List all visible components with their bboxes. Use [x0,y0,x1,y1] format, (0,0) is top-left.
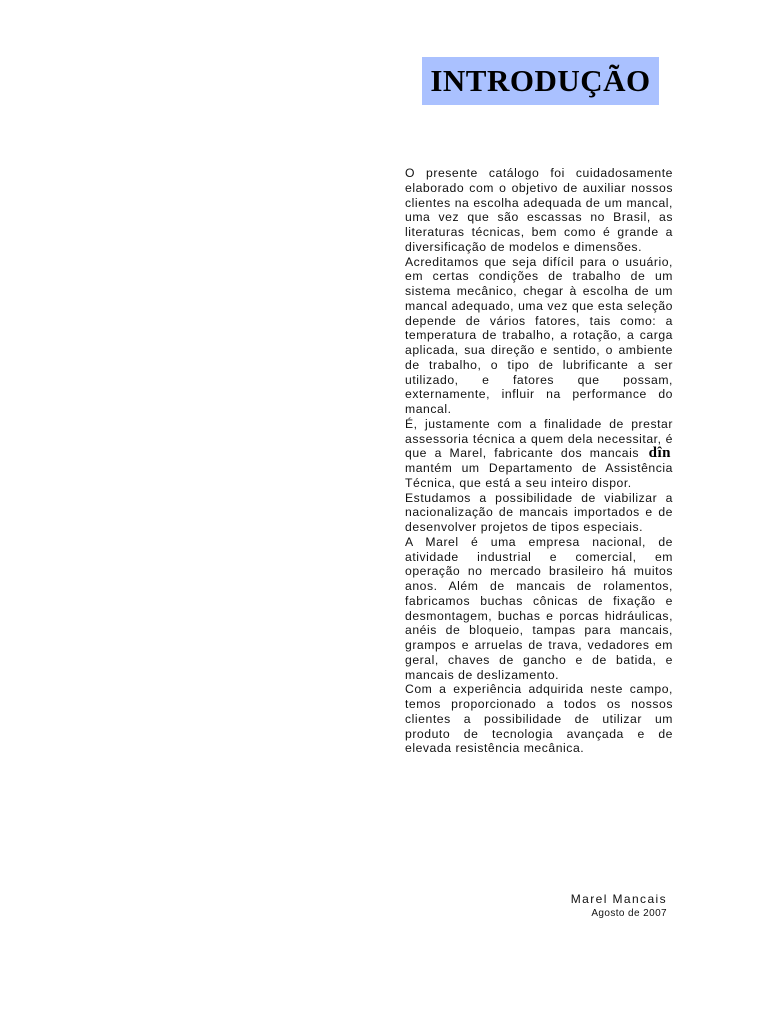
din-logo: dîn [648,445,671,462]
paragraph-6: Com a experiência adquirida neste campo, temos proporcionado a todos os nossos clientes a possibilidade de utilizar um produto de tecnologia avançada e de elevada resistência mecânica. [405,682,673,756]
signature-name: Marel Mancais [570,892,667,906]
title-banner [422,57,659,105]
paragraph-1: O presente catálogo foi cuidadosamente elaborado com o objetivo de auxiliar nossos clientes na escolha adequada de um mancal, uma vez que são escassas no Brasil, as literaturas técnicas, bem como é grande a diversificação de modelos e dimensões. [405,166,673,254]
paragraph-3-end: mantém um Departamento de Assistência Técnica, que está a seu inteiro dispor. [405,461,673,490]
introduction-text [405,166,673,756]
paragraph-3-start: É, justamente com a finalidade de prestar assessoria técnica a quem dela necessitar, é que a Marel, fabricante dos mancais [405,416,673,461]
paragraph-4: Estudamos a possibilidade de viabilizar a nacionalização de mancais importados e de desenvolver projetos de tipos especiais. [405,490,673,534]
paragraph-3 [405,417,673,491]
page-title: INTRODUÇÃO [430,63,651,98]
paragraph-5: A Marel é uma empresa nacional, de atividade industrial e comercial, em operação no mercado brasileiro há muitos anos. Além de mancais de rolamentos, fabricamos buchas cônicas de fixação e desmontagem, buchas e porcas hidráulicas, anéis de bloqueio, tampas para mancais, grampos e arruelas de trava, vedadores em geral, chaves de gancho e de batida, e mancais de deslizamento. [405,534,673,682]
paragraph-2: Acreditamos que seja difícil para o usuário, em certas condições de trabalho de um sistema mecânico, chegar à escolha de um mancal adequado, uma vez que esta seleção depende de vários fatores, tais como: a temperatura de trabalho, a rotação, a carga aplicada, sua direção e sentido, o ambiente de trabalho, o tipo de lubrificante a ser utilizado, e fatores que possam, externamente, influir na performance do mancal. [405,254,673,416]
signature-block [571,892,667,920]
signature-date: Agosto de 2007 [591,908,667,919]
